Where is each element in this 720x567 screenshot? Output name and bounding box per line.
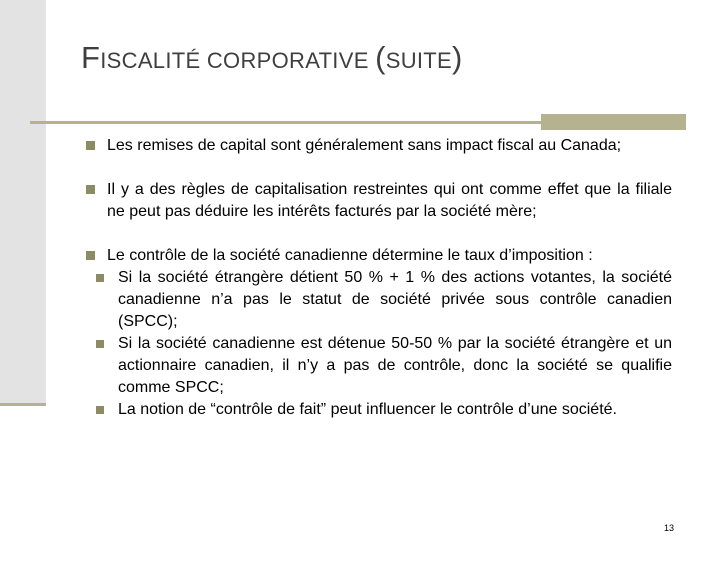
sub-bullet-item bbox=[96, 267, 672, 333]
slide-content bbox=[86, 135, 672, 421]
sub-bullet-list bbox=[86, 267, 672, 421]
sidebar-accent-line bbox=[0, 403, 46, 406]
square-bullet-icon bbox=[96, 274, 104, 282]
bullet-item bbox=[86, 179, 672, 223]
bullet-text: Il y a des règles de capitalisation restreintes qui ont comme effet que la filiale ne peut pas déduire les intérêts facturés par la société mère; bbox=[107, 181, 672, 220]
title-divider-block bbox=[541, 114, 686, 130]
sub-bullet-text: La notion de “contrôle de fait” peut influencer le contrôle d’une société. bbox=[118, 401, 617, 418]
square-bullet-icon bbox=[86, 185, 95, 194]
left-sidebar-decoration bbox=[0, 0, 46, 404]
square-bullet-icon bbox=[86, 141, 95, 150]
square-bullet-icon bbox=[96, 340, 104, 348]
sub-bullet-item bbox=[96, 399, 672, 421]
square-bullet-icon bbox=[86, 251, 95, 260]
square-bullet-icon bbox=[96, 406, 104, 414]
slide-title: FISCALITÉ CORPORATIVE (SUITE) bbox=[81, 40, 463, 75]
bullet-item bbox=[86, 135, 672, 157]
bullet-text: Le contrôle de la société canadienne détermine le taux d’imposition : bbox=[107, 247, 593, 264]
page-number: 13 bbox=[664, 523, 675, 533]
sub-bullet-text: Si la société canadienne est détenue 50-50 % par la société étrangère et un actionnaire canadien, il n’y a pas de contrôle, donc la société se qualifie comme SPCC; bbox=[118, 335, 672, 396]
bullet-item bbox=[86, 245, 672, 267]
sub-bullet-item bbox=[96, 333, 672, 399]
sub-bullet-text: Si la société étrangère détient 50 % + 1 % des actions votantes, la société canadienne n’a pas le statut de société privée sous contrôle canadien (SPCC); bbox=[118, 269, 672, 330]
bullet-text: Les remises de capital sont généralement sans impact fiscal au Canada; bbox=[107, 137, 622, 154]
